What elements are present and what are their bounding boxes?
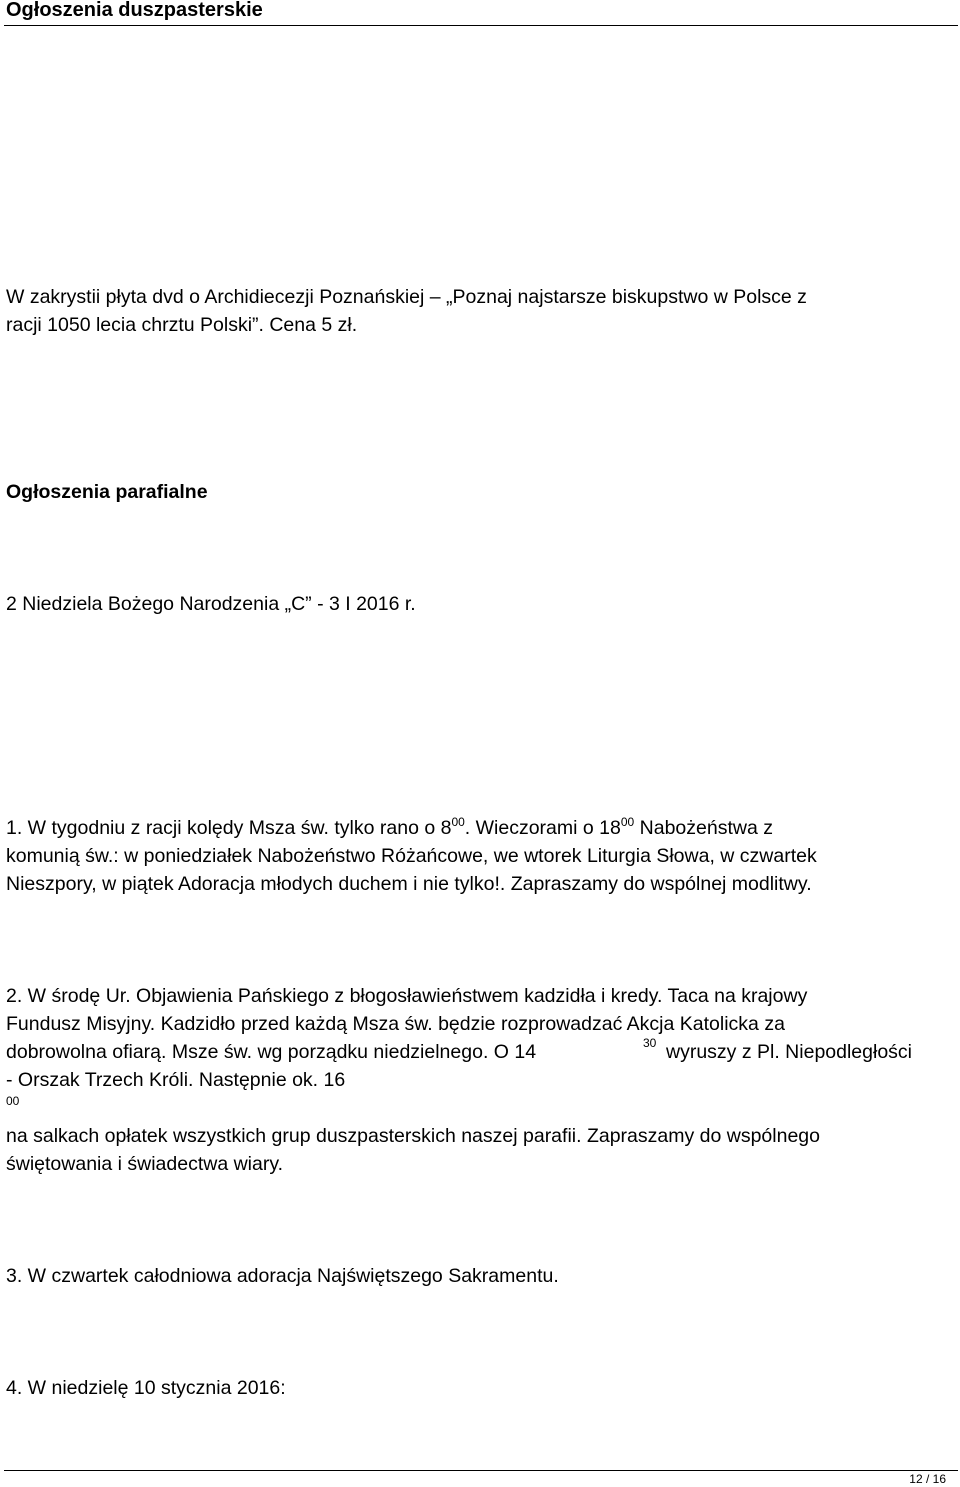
item-2-line-7: świętowania i świadectwa wiary. <box>6 1153 284 1175</box>
dvd-notice-line-2: racji 1050 lecia chrztu Polski”. Cena 5 zł. <box>6 314 358 336</box>
item-1-superscript-2: 00 <box>620 815 635 829</box>
page-header-title: Ogłoszenia duszpasterskie <box>6 0 263 21</box>
item-1-line-1 <box>6 816 773 842</box>
item-4: 4. W niedzielę 10 stycznia 2016: <box>6 1377 286 1399</box>
item-1-line-2: komunią św.: w poniedziałek Nabożeństwo Różańcowe, we wtorek Liturgia Słowa, w czwartek <box>6 845 817 867</box>
item-2-time-minutes: 00 <box>6 1094 20 1108</box>
item-2-line-3a: dobrowolna ofiarą. Msze św. wg porządku niedzielnego. O 14 <box>6 1041 537 1063</box>
header-divider <box>4 25 958 26</box>
item-1-text-b: . Wieczorami o 18 <box>464 817 621 839</box>
section-title: Ogłoszenia parafialne <box>6 481 208 503</box>
item-2-line-2: Fundusz Misyjny. Kadzidło przed każdą Msza św. będzie rozprowadzać Akcja Katolicka za <box>6 1013 785 1035</box>
sunday-date: 2 Niedziela Bożego Narodzenia „C” - 3 I 2016 r. <box>6 593 416 615</box>
item-1-superscript-1: 00 <box>451 815 465 829</box>
item-3: 3. W czwartek całodniowa adoracja Najświętszego Sakramentu. <box>6 1265 559 1287</box>
page-number: 12 / 16 <box>909 1472 946 1486</box>
item-2-line-6: na salkach opłatek wszystkich grup duszpasterskich naszej parafii. Zapraszamy do wspólnego <box>6 1125 820 1147</box>
item-1-text-a: 1. W tygodniu z racji kolędy Msza św. tylko rano o 8 <box>6 817 452 839</box>
item-1-line-3: Nieszpory, w piątek Adoracja młodych duchem i nie tylko!. Zapraszamy do wspólnej modlitwy. <box>6 873 812 895</box>
item-2-line-4: - Orszak Trzech Króli. Następnie ok. 16 <box>6 1069 346 1091</box>
item-2-line-1: 2. W środę Ur. Objawienia Pańskiego z błogosławieństwem kadzidła i kredy. Taca na krajowy <box>6 985 808 1007</box>
item-2-line-3b: wyruszy z Pl. Niepodległości <box>666 1041 913 1063</box>
item-2-superscript: 30 <box>643 1036 657 1050</box>
footer-divider <box>4 1470 958 1471</box>
dvd-notice-line-1: W zakrystii płyta dvd o Archidiecezji Poznańskiej – „Poznaj najstarsze biskupstwo w Polsce z <box>6 286 807 308</box>
item-1-text-c: Nabożeństwa z <box>634 817 773 839</box>
